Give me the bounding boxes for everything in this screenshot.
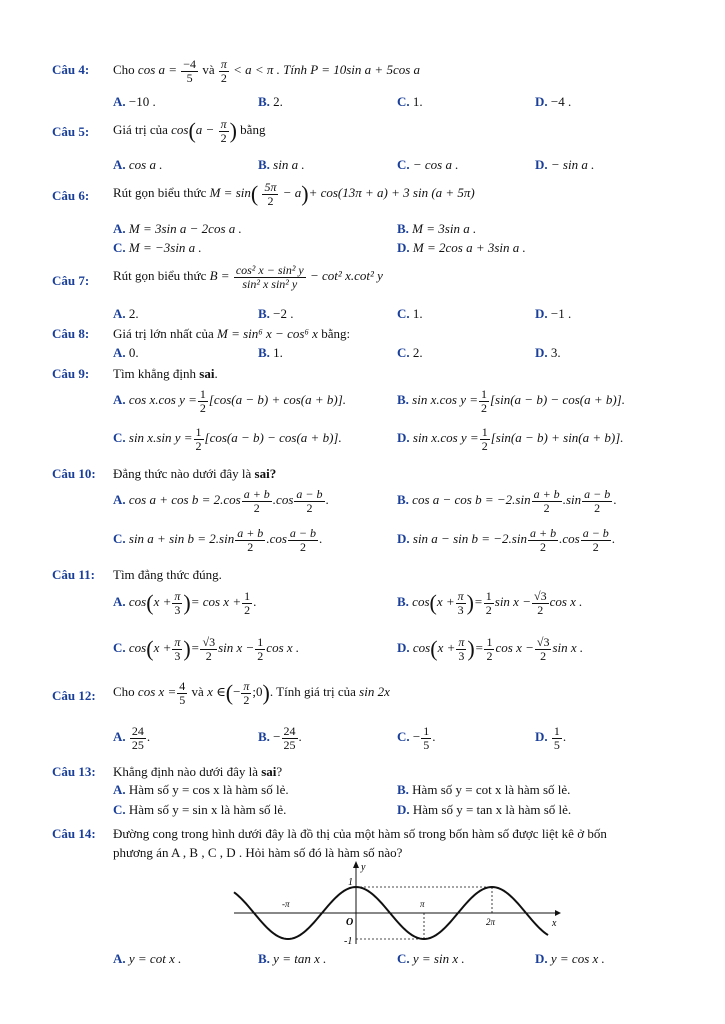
cosine-graph <box>230 860 565 946</box>
option-c: C. M = −3sin a . <box>113 240 202 255</box>
label-neg-pi: -π <box>282 899 290 909</box>
option-c: C. − $\frac{1}{5}$ . <box>397 724 436 752</box>
question-11-label: Câu 11: <box>52 567 95 582</box>
label-y: y <box>361 862 366 873</box>
option-b: B. sin x.cos y = $\frac{1}{2}$ [sin(a − b) − cos(a + b)]. <box>397 387 625 415</box>
question-6-label: Câu 6: <box>52 188 90 203</box>
label-minus-one: -1 <box>344 936 353 946</box>
option-a: A. cos x.cos y = $\frac{1}{2}$ [cos(a − b) + cos(a + b)]. <box>113 387 347 415</box>
question-7-label: Câu 7: <box>52 273 90 288</box>
question-8-label: Câu 8: <box>52 326 90 341</box>
question-9-label: Câu 9: <box>52 366 90 381</box>
fraction: $\frac{\pi}{2}$ <box>220 117 227 145</box>
option-b: B. M = 3sin a . <box>397 221 477 236</box>
question-5-label: Câu 5: <box>52 124 90 139</box>
question-7-text: Rút gọn biểu thức B = $\frac{\text{cos² x − sin² y}}{\text{sin² x sin² y}}$ − cot² x.cot² y <box>113 263 383 291</box>
question-14-line2: phương án A , B , C , D . Hỏi hàm số đó là hàm số nào? <box>113 845 403 860</box>
option-a: A. cos(x + $\frac{\pi}{3}$ )= cos x + $\frac{1}{2}$ . <box>113 589 257 617</box>
option-c: C. cos(x + $\frac{\pi}{3}$ )= $\frac{√3}{2}$ sin x − $\frac{1}{2}$ cos x . <box>113 635 300 663</box>
fraction: $\frac{\text{cos² x − sin² y}}{\text{sin² x sin² y}}$ <box>235 263 304 291</box>
option-d: D. Hàm số y = tan x là hàm số lẻ. <box>397 802 572 817</box>
option-b: B. cos a − cos b = −2.sin $\frac{a + b}{2}$ .sin $\frac{a - b}{2}$ . <box>397 487 617 515</box>
option-c: C. 1. <box>397 94 423 109</box>
fraction: $\frac{-4}{5}$ <box>183 57 197 85</box>
option-d: D. − sin a . <box>535 157 595 172</box>
option-a: A. y = cot x . <box>113 951 182 966</box>
question-4-text: Cho cos a = $\frac{-4}{5}$ và $\frac{\pi}{2}$ < a < π . Tính P = 10sin a + 5cos a <box>113 57 421 85</box>
option-c: C. sin a + sin b = 2.sin $\frac{a + b}{2}$ .cos $\frac{a - b}{2}$ . <box>113 526 323 554</box>
option-c: C. 2. <box>397 345 423 360</box>
option-b: B. cos(x + $\frac{\pi}{3}$ )= $\frac{1}{2}$ sin x − $\frac{√3}{2}$ cos x . <box>397 589 583 617</box>
option-c: C. − cos a . <box>397 157 459 172</box>
question-12-label: Câu 12: <box>52 688 96 703</box>
option-a: A. 0. <box>113 345 139 360</box>
question-12-text: Cho cos x = $\frac{4}{5}$ và x ∈(− $\frac{\pi}{2}$ ;0). Tính giá trị của sin 2x <box>113 679 390 707</box>
question-4-label: Câu 4: <box>52 62 90 77</box>
option-d: D. sin a − sin b = −2.sin $\frac{a + b}{2}$ .cos $\frac{a - b}{2}$ . <box>397 526 616 554</box>
option-b: B. sin a . <box>258 157 305 172</box>
option-d: D. M = 2cos a + 3sin a . <box>397 240 526 255</box>
y-axis-arrow <box>353 861 359 868</box>
option-d: D. y = cos x . <box>535 951 605 966</box>
option-d: D. −1 . <box>535 306 572 321</box>
question-5-text: Giá trị của cos(a − $\frac{\pi}{2}$ ) bằng <box>113 117 266 145</box>
option-b: B. − $\frac{24}{25}$ . <box>258 724 302 752</box>
question-14-line1: Đường cong trong hình dưới đây là đồ thị của một hàm số trong bốn hàm số được liệt kê ở bốn <box>113 826 607 841</box>
option-d: D. 3. <box>535 345 561 360</box>
label-two-pi: 2π <box>486 917 496 927</box>
option-c: C. 1. <box>397 306 423 321</box>
question-14-label: Câu 14: <box>52 826 96 841</box>
option-c: C. Hàm số y = sin x là hàm số lẻ. <box>113 802 287 817</box>
label-pi: π <box>420 899 425 909</box>
option-b: B. −2 . <box>258 306 294 321</box>
option-b: B. 2. <box>258 94 283 109</box>
option-b: B. 1. <box>258 345 283 360</box>
option-b: B. Hàm số y = cot x là hàm số lẻ. <box>397 782 571 797</box>
option-a: A. cos a . <box>113 157 163 172</box>
question-13-label: Câu 13: <box>52 764 96 779</box>
label-origin: O <box>346 917 354 928</box>
option-a: A. cos a + cos b = 2.cos $\frac{a + b}{2}$ .cos $\frac{a - b}{2}$ . <box>113 487 329 515</box>
label-one: 1 <box>348 877 353 888</box>
option-d: D. $\frac{1}{5}$ . <box>535 724 567 752</box>
question-6-text: Rút gọn biểu thức M = sin( $\frac{5\pi}{2}$ − a)+ cos(13π + a) + 3 sin (a + 5π) <box>113 180 475 208</box>
option-a: A. 2. <box>113 306 139 321</box>
x-axis-arrow <box>555 910 561 916</box>
fraction: $\frac{5\pi}{2}$ <box>264 180 277 208</box>
option-d: D. cos(x + $\frac{\pi}{3}$ )= $\frac{1}{2}$ cos x − $\frac{√3}{2}$ sin x . <box>397 635 584 663</box>
question-10-text: Đẳng thức nào dưới đây là sai? <box>113 466 277 481</box>
option-a: A. $\frac{24}{25}$ . <box>113 724 151 752</box>
option-a: A. M = 3sin a − 2cos a . <box>113 221 242 236</box>
question-13-text: Khẳng định nào dưới đây là sai? <box>113 764 283 779</box>
option-d: D. −4 . <box>535 94 572 109</box>
fraction: $\frac{\pi}{2}$ <box>220 57 227 85</box>
label-x: x <box>552 918 557 929</box>
option-a: A. Hàm số y = cos x là hàm số lẻ. <box>113 782 289 797</box>
option-b: B. y = tan x . <box>258 951 327 966</box>
option-a: A. −10 . <box>113 94 156 109</box>
option-c: C. sin x.sin y = $\frac{1}{2}$ [cos(a − b) − cos(a + b)]. <box>113 425 342 453</box>
question-11-text: Tìm đẳng thức đúng. <box>113 567 222 582</box>
question-9-text: Tìm khẳng định sai. <box>113 366 218 381</box>
option-c: C. y = sin x . <box>397 951 465 966</box>
question-10-label: Câu 10: <box>52 466 96 481</box>
question-8-text: Giá trị lớn nhất của M = sin⁶ x − cos⁶ x bằng: <box>113 326 351 341</box>
option-d: D. sin x.cos y = $\frac{1}{2}$ [sin(a − b) + sin(a + b)]. <box>397 425 624 453</box>
